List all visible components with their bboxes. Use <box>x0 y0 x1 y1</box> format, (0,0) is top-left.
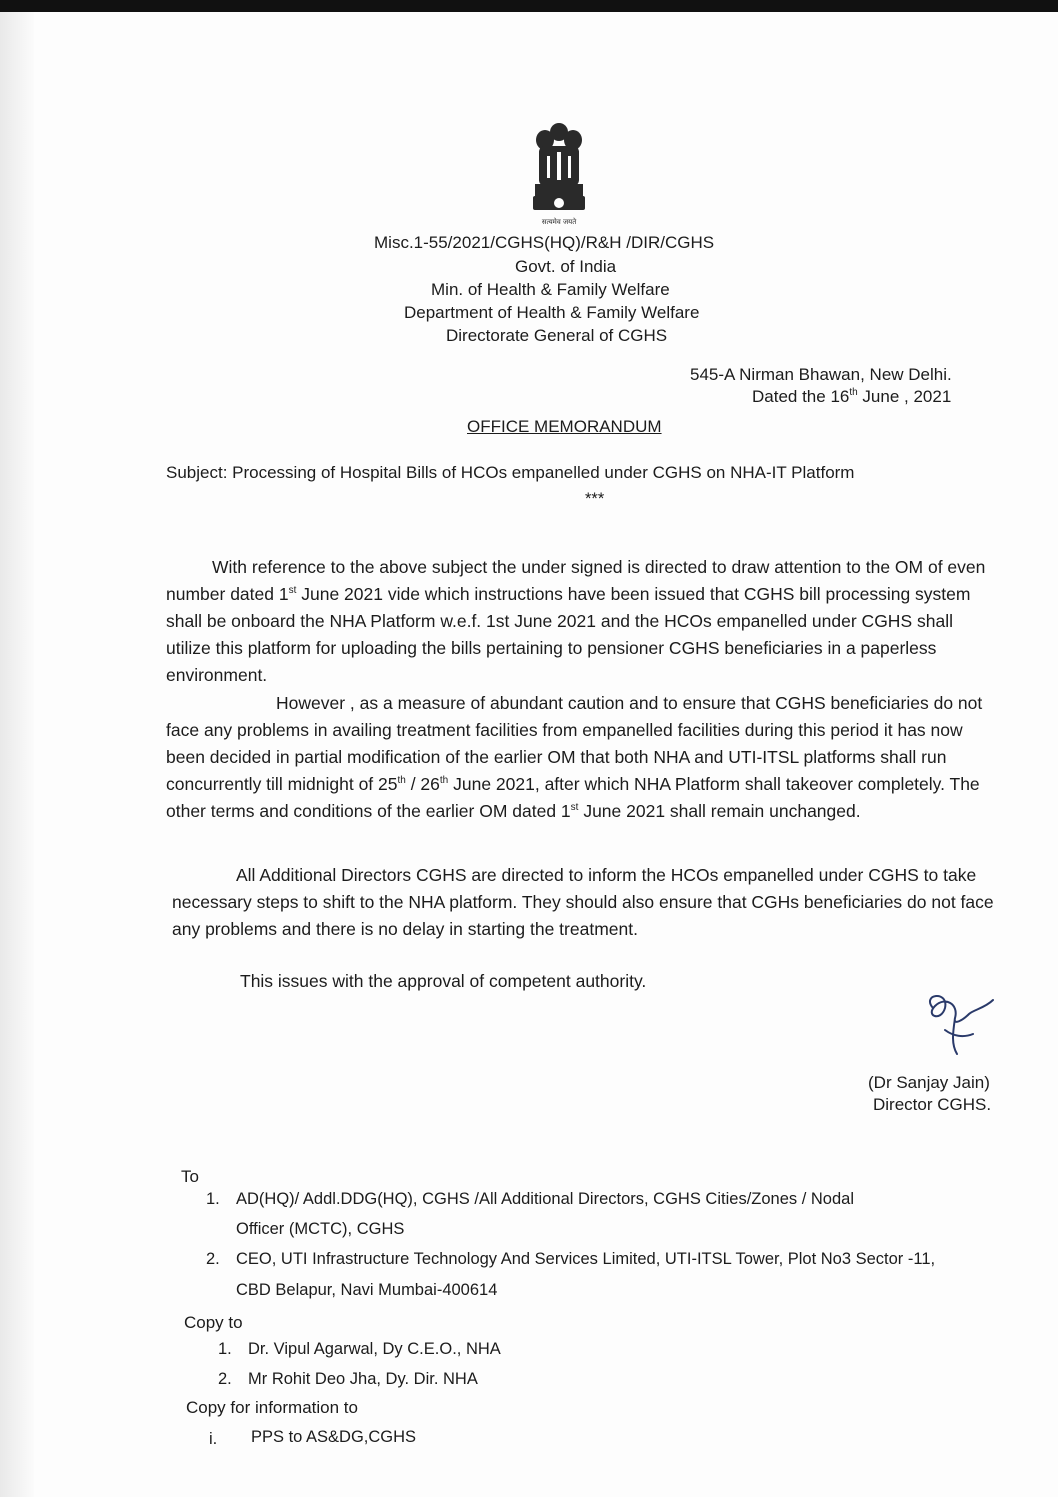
to-item-2-line1: CEO, UTI Infrastructure Technology And Services Limited, UTI-ITSL Tower, Plot No3 Sector -11, <box>236 1250 936 1268</box>
subject-separator: *** <box>585 490 605 508</box>
paragraph-3: All Additional Directors CGHS are directed to inform the HCOs empanelled under CGHS to take necessary steps to shift to the NHA platform. They should also ensure that CGHs beneficiaries do not face any problems and there is no delay in starting the treatment. <box>172 865 994 939</box>
copy-item-2-num: 2. <box>218 1370 232 1388</box>
copy-info-item-1-num: i. <box>209 1430 218 1448</box>
to-item-1-line2: Officer (MCTC), CGHS <box>236 1220 405 1238</box>
copy-to-heading: Copy to <box>184 1313 243 1332</box>
paragraph-2: However , as a measure of abundant caution and to ensure that CGHS beneficiaries do not face any problems in availing treatment facilities from empanelled facilities during this period it has now been decided in partial modification of the earlier OM that both NHA and UTI-ITSL platforms shall run concurrently till midnight of 25th / 26th June 2021, after which NHA Platform shall takeover completely. The other terms and conditions of the earlier OM dated 1st June 2021 shall remain unchanged. <box>166 693 983 821</box>
ministry-line: Min. of Health & Family Welfare <box>431 280 670 299</box>
to-item-1-num: 1. <box>206 1190 220 1208</box>
copy-info-item-1-text: PPS to AS&DG,CGHS <box>251 1428 417 1446</box>
directorate-line: Directorate General of CGHS <box>446 326 668 345</box>
signatory-name: (Dr Sanjay Jain) <box>868 1073 990 1092</box>
to-item-2-num: 2. <box>206 1250 220 1268</box>
emblem-caption: सत्यमेव जयते <box>541 218 577 226</box>
office-address: 545-A Nirman Bhawan, New Delhi. <box>690 365 952 384</box>
memo-title: OFFICE MEMORANDUM <box>467 417 662 436</box>
signature-mark <box>915 990 1005 1060</box>
copy-item-2-text: Mr Rohit Deo Jha, Dy. Dir. NHA <box>248 1370 478 1388</box>
department-line: Department of Health & Family Welfare <box>404 303 700 322</box>
copy-item-1-num: 1. <box>218 1340 232 1358</box>
scan-edge-top <box>0 0 1058 12</box>
memo-subject: Subject: Processing of Hospital Bills of HCOs empanelled under CGHS on NHA-IT Platform <box>166 463 855 482</box>
paragraph-1: With reference to the above subject the under signed is directed to draw attention to the OM of even number dated 1st June 2021 vide which instructions have been issued that CGHS bill processing system shall be onboard the NHA Platform w.e.f. 1st June 2021 and the HCOs empanelled under CGHS shall utilize this platform for uploading the bills pertaining to pensioner CGHS beneficiaries in a paperless environment. <box>166 557 986 685</box>
copy-item-1-text: Dr. Vipul Agarwal, Dy C.E.O., NHA <box>248 1340 501 1358</box>
to-item-1-line1: AD(HQ)/ Addl.DDG(HQ), CGHS /All Additional Directors, CGHS Cities/Zones / Nodal <box>236 1190 855 1208</box>
to-heading: To <box>181 1167 199 1186</box>
paragraph-4: This issues with the approval of competent authority. <box>240 971 647 991</box>
signatory-designation: Director CGHS. <box>873 1095 992 1114</box>
memo-date: Dated the 16th June , 2021 <box>752 387 952 406</box>
national-emblem-icon <box>527 120 591 228</box>
file-number: Misc.1-55/2021/CGHS(HQ)/R&H /DIR/CGHS <box>374 233 715 252</box>
copy-info-heading: Copy for information to <box>186 1398 358 1417</box>
govt-line: Govt. of India <box>515 257 617 276</box>
scan-edge-left <box>0 12 34 1497</box>
to-item-2-line2: CBD Belapur, Navi Mumbai-400614 <box>236 1281 498 1299</box>
